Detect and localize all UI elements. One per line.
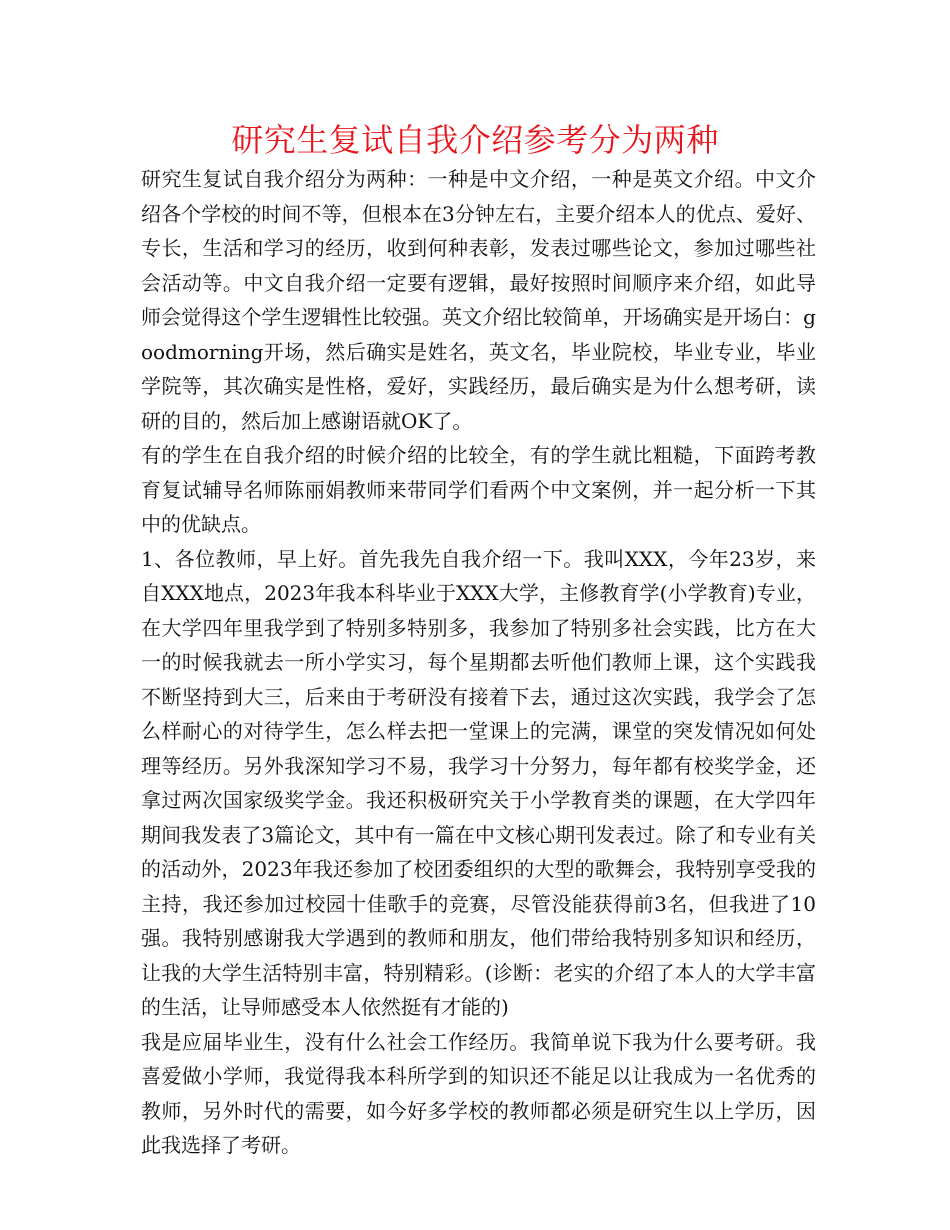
document-body (141, 162, 816, 1163)
paragraph-case-one-continued: 我是应届毕业生，没有什么社会工作经历。我简单说下我为什么要考研。我喜爱做小学师，我觉得我本科所学到的知识还不能足以让我成为一名优秀的教师，另外时代的需要，如今好多学校的教师都必须是研究生以上学历，因此我选择了考研。 (141, 1029, 816, 1157)
document-title: 研究生复试自我介绍参考分为两种 (231, 121, 719, 159)
paragraph-case-one: 1、各位教师，早上好。首先我先自我介绍一下。我叫XXX，今年23岁，来自XXX地点，2023年我本科毕业于XXX大学，主修教育学(小学教育)专业，在大学四年里我学到了特别多特别多，我参加了特别多社会实践，比方在大一的时候我就去一所小学实习，每个星期都去听他们教师上课，这个实践我不断坚持到大三，后来由于考研没有接着下去，通过这次实践，我学会了怎么样耐心的对待学生，怎么样去把一堂课上的完满，课堂的突发情况如何处理等经历。另外我深知学习不易，我学习十分努力，每年都有校奖学金，还拿过两次国家级奖学金。我还积极研究关于小学教育类的课题，在大学四年期间我发表了3篇论文，其中有一篇在中文核心期刊发表过。除了和专业有关的活动外，2023年我还参加了校团委组织的大型的歌舞会，我特别享受我的主持，我还参加过校园十佳歌手的竞赛，尽管没能获得前3名，但我进了10强。我特别感谢我大学遇到的教师和朋友，他们带给我特别多知识和经历，让我的大学生活特别丰富，特别精彩。(诊断：老实的介绍了本人的大学丰富的生活，让导师感受本人依然挺有才能的) (141, 546, 816, 1019)
paragraph-transition: 有的学生在自我介绍的时候介绍的比较全，有的学生就比粗糙，下面跨考教育复试辅导名师陈丽娟教师来带同学们看两个中文案例，并一起分析一下其中的优缺点。 (141, 443, 816, 536)
paragraph-intro: 研究生复试自我介绍分为两种：一种是中文介绍，一种是英文介绍。中文介绍各个学校的时间不等，但根本在3分钟左右，主要介绍本人的优点、爱好、专长，生活和学习的经历，收到何种表彰，发表过哪些论文，参加过哪些社会活动等。中文自我介绍一定要有逻辑，最好按照时间顺序来介绍，如此导师会觉得这个学生逻辑性比较强。英文介绍比较简单，开场确实是开场白：goodmorning开场，然后确实是姓名，英文名，毕业院校，毕业专业，毕业学院等，其次确实是性格，爱好，实践经历，最后确实是为什么想考研，读研的目的，然后加上感谢语就OK了。 (141, 167, 816, 433)
